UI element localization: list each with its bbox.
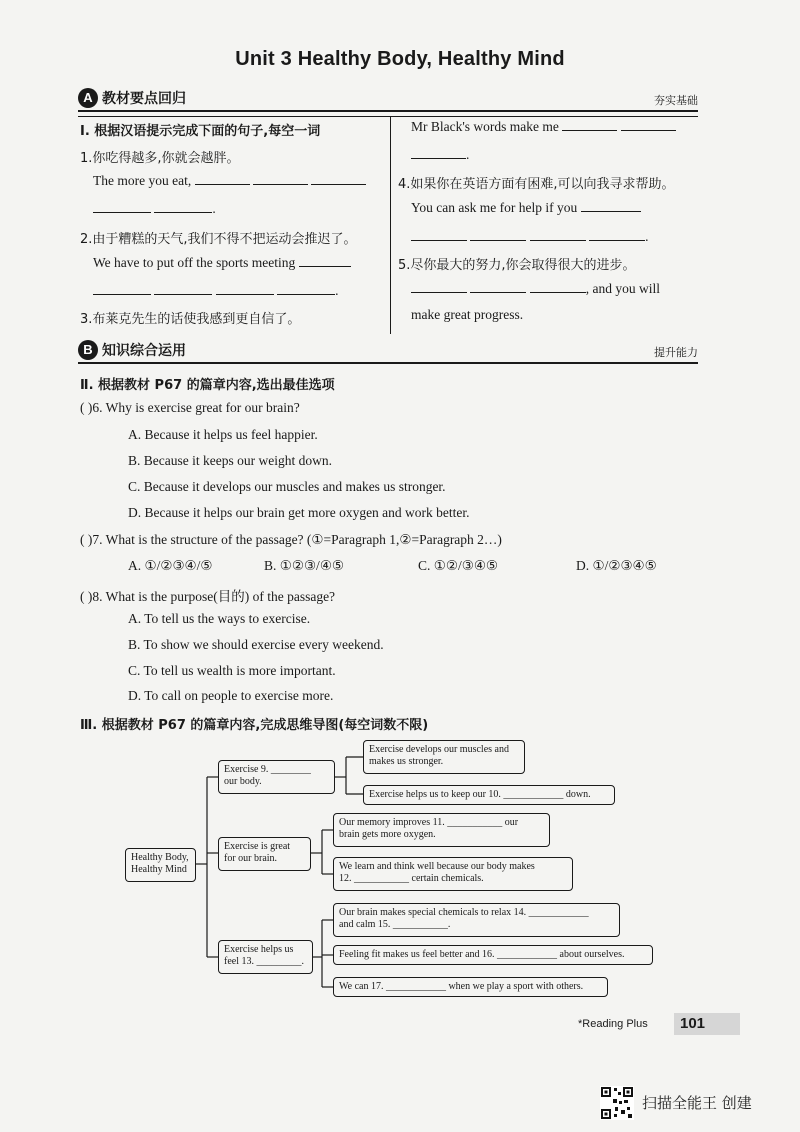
q6-option-d: D. Because it helps our brain get more oxygen and work better. <box>128 505 470 520</box>
branch-exercise-feel <box>218 940 313 974</box>
leaf2a-line-2: brain gets more oxygen. <box>339 829 436 840</box>
q8-option-a: A. To tell us the ways to exercise. <box>128 611 311 626</box>
q6-stem: ( )6. Why is exercise great for our brain? <box>80 400 300 415</box>
q1-chinese: 1.你吃得越多,你就会越胖。 <box>80 151 240 166</box>
section-a-title: 教材要点回归 <box>102 91 186 107</box>
qr-code-icon <box>600 1086 634 1120</box>
part1-heading: Ⅰ. 根据汉语提示完成下面的句子,每空一词 <box>80 124 321 139</box>
q7-option-c: C. ①②/③④⑤ <box>418 558 499 573</box>
q6-option-c: C. Because it develops our muscles and makes us stronger. <box>128 479 446 494</box>
section-b-title: 知识综合运用 <box>102 343 186 359</box>
leaf-play-sport[interactable]: We can 17. ____________ when we play a sport with others. <box>333 977 608 997</box>
q3-english-line2: . <box>411 146 469 163</box>
branch1-line-1[interactable]: Exercise 9. ________ <box>224 764 311 775</box>
q7-option-b: B. ①②③/④⑤ <box>264 558 345 573</box>
leaf-feel-better[interactable]: Feeling fit makes us feel better and 16. ____________ about ourselves. <box>333 945 653 965</box>
section-b-subtitle: 提升能力 <box>654 346 698 359</box>
q5-english-tail: , and you will <box>585 281 660 296</box>
q7-stem: ( )7. What is the structure of the passage? (①=Paragraph 1,②=Paragraph 2…) <box>80 532 502 547</box>
section-a-subtitle: 夯实基础 <box>654 94 698 107</box>
q8-option-c: C. To tell us wealth is more important. <box>128 663 336 678</box>
q8-option-d: D. To call on people to exercise more. <box>128 688 334 703</box>
leaf2b-line-2[interactable]: 12. ___________ certain chemicals. <box>339 873 484 884</box>
q3-english-text: Mr Black's words make me <box>411 119 559 134</box>
q4-english-text: You can ask me for help if you <box>411 200 578 215</box>
part3-heading: Ⅲ. 根据教材 P67 的篇章内容,完成思维导图(每空词数不限) <box>80 718 429 733</box>
q2-chinese: 2.由于糟糕的天气,我们不得不把运动会推迟了。 <box>80 232 357 247</box>
q5-english-line2: make great progress. <box>411 307 524 322</box>
root-line-2: Healthy Mind <box>131 864 187 875</box>
branch3-line-2[interactable]: feel 13. _________. <box>224 956 304 967</box>
section-a-badge: A <box>78 88 98 108</box>
q6-option-a: A. Because it helps us feel happier. <box>128 427 318 442</box>
leaf1a-line-2: makes us stronger. <box>369 756 444 767</box>
q1-english-line2: . <box>93 200 216 217</box>
watermark-text: 扫描全能王 创建 <box>642 1094 752 1112</box>
leaf-muscles <box>363 740 525 774</box>
mind-map-root <box>125 848 196 882</box>
page-title: Unit 3 Healthy Body, Healthy Mind <box>235 48 565 70</box>
branch1-line-2: our body. <box>224 776 262 787</box>
q2-english-text: We have to put off the sports meeting <box>93 255 296 270</box>
leaf3a-line-1[interactable]: Our brain makes special chemicals to relax 14. ____________ <box>339 907 589 918</box>
leaf-relax <box>333 903 620 937</box>
leaf1a-line-1: Exercise develops our muscles and <box>369 744 509 755</box>
root-line-1: Healthy Body, <box>131 852 189 863</box>
q4-english-line2: . <box>411 228 649 245</box>
q4-chinese: 4.如果你在英语方面有困难,可以向我寻求帮助。 <box>398 177 675 192</box>
page-number-tab <box>674 1013 740 1035</box>
leaf-weight[interactable]: Exercise helps us to keep our 10. ____________ down. <box>363 785 615 805</box>
leaf2a-line-1[interactable]: Our memory improves 11. ___________ our <box>339 817 519 828</box>
part2-heading: Ⅱ. 根据教材 P67 的篇章内容,选出最佳选项 <box>80 378 335 393</box>
branch-exercise-brain <box>218 837 311 871</box>
section-b-badge: B <box>78 340 98 360</box>
branch2-line-2: for our brain. <box>224 853 278 864</box>
q7-option-d: D. ①/②③④⑤ <box>576 558 657 573</box>
branch-exercise-body <box>218 760 335 794</box>
branch2-line-1: Exercise is great <box>224 841 291 852</box>
footer-series: *Reading Plus <box>578 1018 648 1030</box>
q3-chinese: 3.布莱克先生的话使我感到更自信了。 <box>80 312 301 327</box>
leaf-memory <box>333 813 550 847</box>
leaf-chemicals <box>333 857 573 891</box>
q8-stem: ( )8. What is the purpose(目的) of the passage? <box>80 589 336 604</box>
q5-chinese: 5.尽你最大的努力,你会取得很大的进步。 <box>398 258 636 273</box>
q2-english-line2: . <box>93 282 339 299</box>
branch3-line-1: Exercise helps us <box>224 944 294 955</box>
q7-option-a: A. ①/②③④/⑤ <box>128 558 213 573</box>
leaf2b-line-1: We learn and think well because our body makes <box>339 861 535 872</box>
leaf3a-line-2[interactable]: and calm 15. ___________. <box>339 919 451 930</box>
page-number: 101 <box>680 1015 706 1032</box>
q8-option-b: B. To show we should exercise every weekend. <box>128 637 384 652</box>
q6-option-b: B. Because it keeps our weight down. <box>128 453 332 468</box>
q1-english-text: The more you eat, <box>93 173 192 188</box>
